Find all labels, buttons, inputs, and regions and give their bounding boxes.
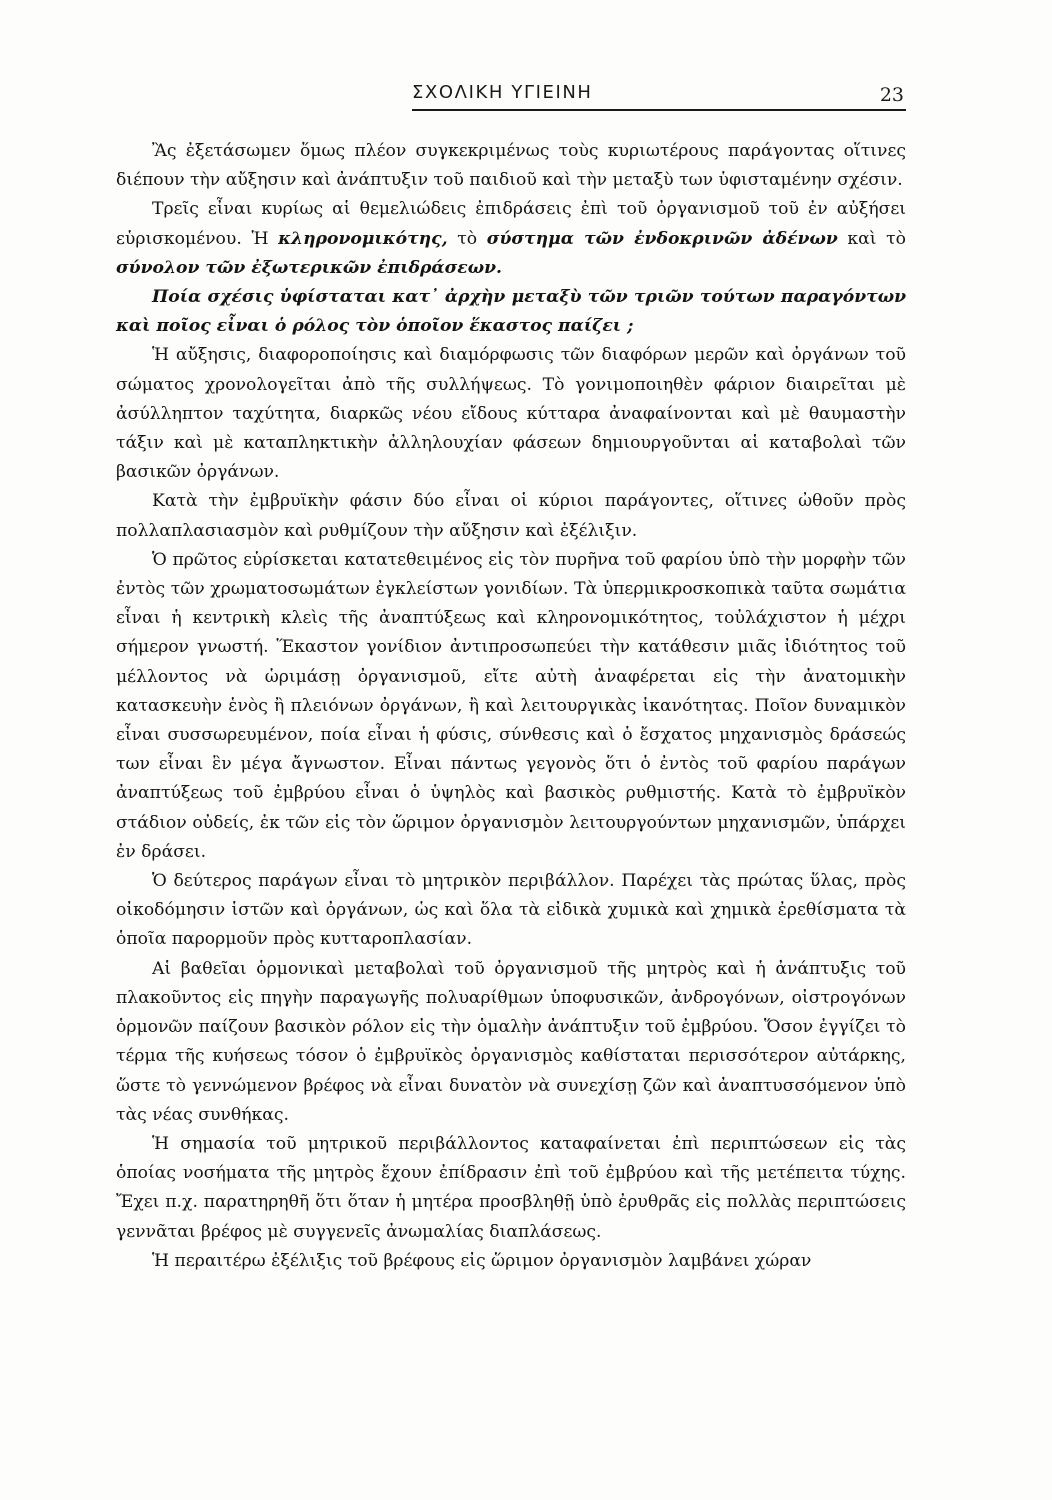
paragraph-growth: Ἡ αὔξησις, διαφοροποίησις καὶ διαμόρφωσις τῶν διαφόρων μερῶν καὶ ὀργάνων τοῦ σώματος χρονολογεῖται ἀπὸ τῆς συλλήψεως. Τὸ γονιμοποιηθὲν φάριον διαιρεῖται μὲ ἀσύλληπτον ταχύτητα, διαρκῶς νέου εἴδους κύτταρα ἀναφαίνονται καὶ μὲ θαυμαστὴν τάξιν καὶ μὲ καταπληκτικὴν ἀλληλουχίαν φάσεων δημιουργοῦνται αἱ καταβολαὶ τῶν βασικῶν ὀργάνων. <box>116 345 906 483</box>
paragraph-intro: Ἂς ἐξετάσωμεν ὅμως πλέον συγκεκριμένως τοὺς κυριωτέρους παράγοντας οἵτινες διέπουν τὴν αὔξησιν καὶ ἀνάπτυξιν τοῦ παιδιοῦ καὶ τὴν μεταξὺ των ὑφισταμένην σχέσιν. <box>116 141 906 191</box>
paragraph-embryonic-phase: Κατὰ τὴν ἐμβρυϊκὴν φάσιν δύο εἶναι οἱ κύριοι παράγοντες, οἵτινες ὠθοῦν πρὸς πολλαπλασιασμὸν καὶ ρυθμίζουν τὴν αὔξησιν καὶ ἐξέλιξιν. <box>116 491 906 541</box>
paragraph-second-factor: Ὁ δεύτερος παράγων εἶναι τὸ μητρικὸν περιβάλλον. Παρέχει τὰς πρώτας ὕλας, πρὸς οἰκοδόμησιν ἱστῶν καὶ ὀργάνων, ὡς καὶ ὅλα τὰ εἰδικὰ χυμικὰ καὶ χημικὰ ἐρεθίσματα τὰ ὁποῖα παρορμοῦν πρὸς κυτταροπλασίαν. <box>116 871 906 950</box>
paragraph-further-development: Ἡ περαιτέρω ἐξέλιξις τοῦ βρέφους εἰς ὥριμον ὀργανισμὸν λαμβάνει χώραν <box>152 1250 812 1271</box>
body-text <box>116 137 906 1276</box>
running-head: ΣΧΟΛΙΚΗ ΥΓΙΕΙΝΗ <box>412 82 593 103</box>
term-endocrine-system: σύστημα τῶν ἐνδοκρινῶν ἀδένων <box>486 228 838 249</box>
paragraph-hormonal-changes: Αἱ βαθεῖαι ὁρμονικαὶ μεταβολαὶ τοῦ ὀργανισμοῦ τῆς μητρὸς καὶ ἡ ἀνάπτυξις τοῦ πλακοῦντος εἰς πηγὴν παραγωγῆς πολυαρίθμων ὑποφυσικῶν, ἀνδρογόνων, οἰστρογόνων ὁρμονῶν παίζουν βασικὸν ρόλον εἰς τὴν ὁμαλὴν ἀνάπτυξιν τοῦ ἐμβρύου. Ὅσον ἐγγίζει τὸ τέρμα τῆς κυήσεως τόσον ὁ ἐμβρυϊκὸς ὀργανισμὸς καθίσταται περισσότερον αὐτάρκης, ὥστε τὸ γεννώμενον βρέφος νὰ εἶναι δυνατὸν νὰ συνεχίσῃ ζῶν καὶ ἀναπτυσσόμενον ὑπὸ τὰς νέας συνθήκας. <box>116 958 906 1125</box>
paragraph-maternal-environment: Ἡ σημασία τοῦ μητρικοῦ περιβάλλοντος καταφαίνεται ἐπὶ περιπτώσεων εἰς τὰς ὁποίας νοσήματα τῆς μητρὸς ἔχουν ἐπίδρασιν ἐπὶ τοῦ ἐμβρύου καὶ τῆς μετέπειτα τύχης. Ἔχει π.χ. παρατηρηθῆ ὅτι ὅταν ἡ μητέρα προσβληθῇ ὑπὸ ἐρυθρᾶς εἰς πολλὰς περιπτώσεις γεννᾶται βρέφος μὲ συγγενεῖς ἀνωμαλίας διαπλάσεως. <box>116 1133 906 1242</box>
paragraph-three-influences <box>116 195 906 283</box>
paragraph-question: Ποία σχέσις ὑφίσταται κατ᾽ ἀρχὴν μεταξὺ τῶν τριῶν τούτων παραγόντων καὶ ποῖος εἶναι ὁ ρόλος τὸν ὁποῖον ἕκαστος παίζει ; <box>116 287 906 337</box>
paragraph-first-factor: Ὁ πρῶτος εὑρίσκεται κατατεθειμένος εἰς τὸν πυρῆνα τοῦ φαρίου ὑπὸ τὴν μορφὴν τῶν ἐντὸς τῶν χρωματοσωμάτων ἐγκλείστων γονιδίων. Τὰ ὑπερμικροσκοπικὰ ταῦτα σωμάτια εἶναι ἡ κεντρικὴ κλεὶς τῆς ἀναπτύξεως καὶ κληρονομικότητος, τοὐλάχιστον ἡ μέχρι σήμερον γνωστή. Ἕκαστον γονίδιον ἀντιπροσωπεύει τὴν κατάθεσιν μιᾶς ἰδιότητος τοῦ μέλλοντος νὰ ὡριμάσῃ ὀργανισμοῦ, εἴτε αὐτὴ ἀναφέρεται εἰς τὴν ἀνατομικὴν κατασκευὴν ἑνὸς ἢ πλειόνων ὀργάνων, ἢ καὶ λειτουργικὰς ἱκανότητας. Ποῖον δυναμικὸν εἶναι συσσωρευμένον, ποία εἶναι ἡ φύσις, σύνθεσις καὶ ὁ ἔσχατος μηχανισμὸς δράσεώς των εἶναι ἓν μέγα ἄγνωστον. Εἶναι πάντως γεγονὸς ὅτι ὁ ἐντὸς τοῦ φαρίου παράγων ἀναπτύξεως τοῦ ἐμβρύου εἶναι ὁ ὑψηλὸς καὶ βασικὸς ρυθμιστής. Κατὰ τὸ ἐμβρυϊκὸν στάδιον οὐδείς, ἐκ τῶν εἰς τὸν ὥριμον ὀργανισμὸν λειτουργούντων μηχανισμῶν, ὑπάρχει ἐν δράσει. <box>116 549 906 862</box>
term-heredity: κληρονομικότης, <box>278 228 448 249</box>
term-external-influences: σύνολον τῶν ἐξωτερικῶν ἐπιδράσεων. <box>116 257 503 278</box>
header-rule <box>412 109 906 111</box>
page-header <box>118 80 906 114</box>
text-run: τὸ <box>447 228 487 249</box>
text-run: καὶ τὸ <box>837 228 907 249</box>
text-run: Τρεῖς εἶναι κυρίως αἱ θεμελιώδεις ἐπιδράσεις ἐπὶ τοῦ ὀργανισμοῦ τοῦ ἐν αὐξήσει εὑρισκομένου. Ἡ <box>116 199 906 249</box>
page-number: 23 <box>879 84 904 106</box>
